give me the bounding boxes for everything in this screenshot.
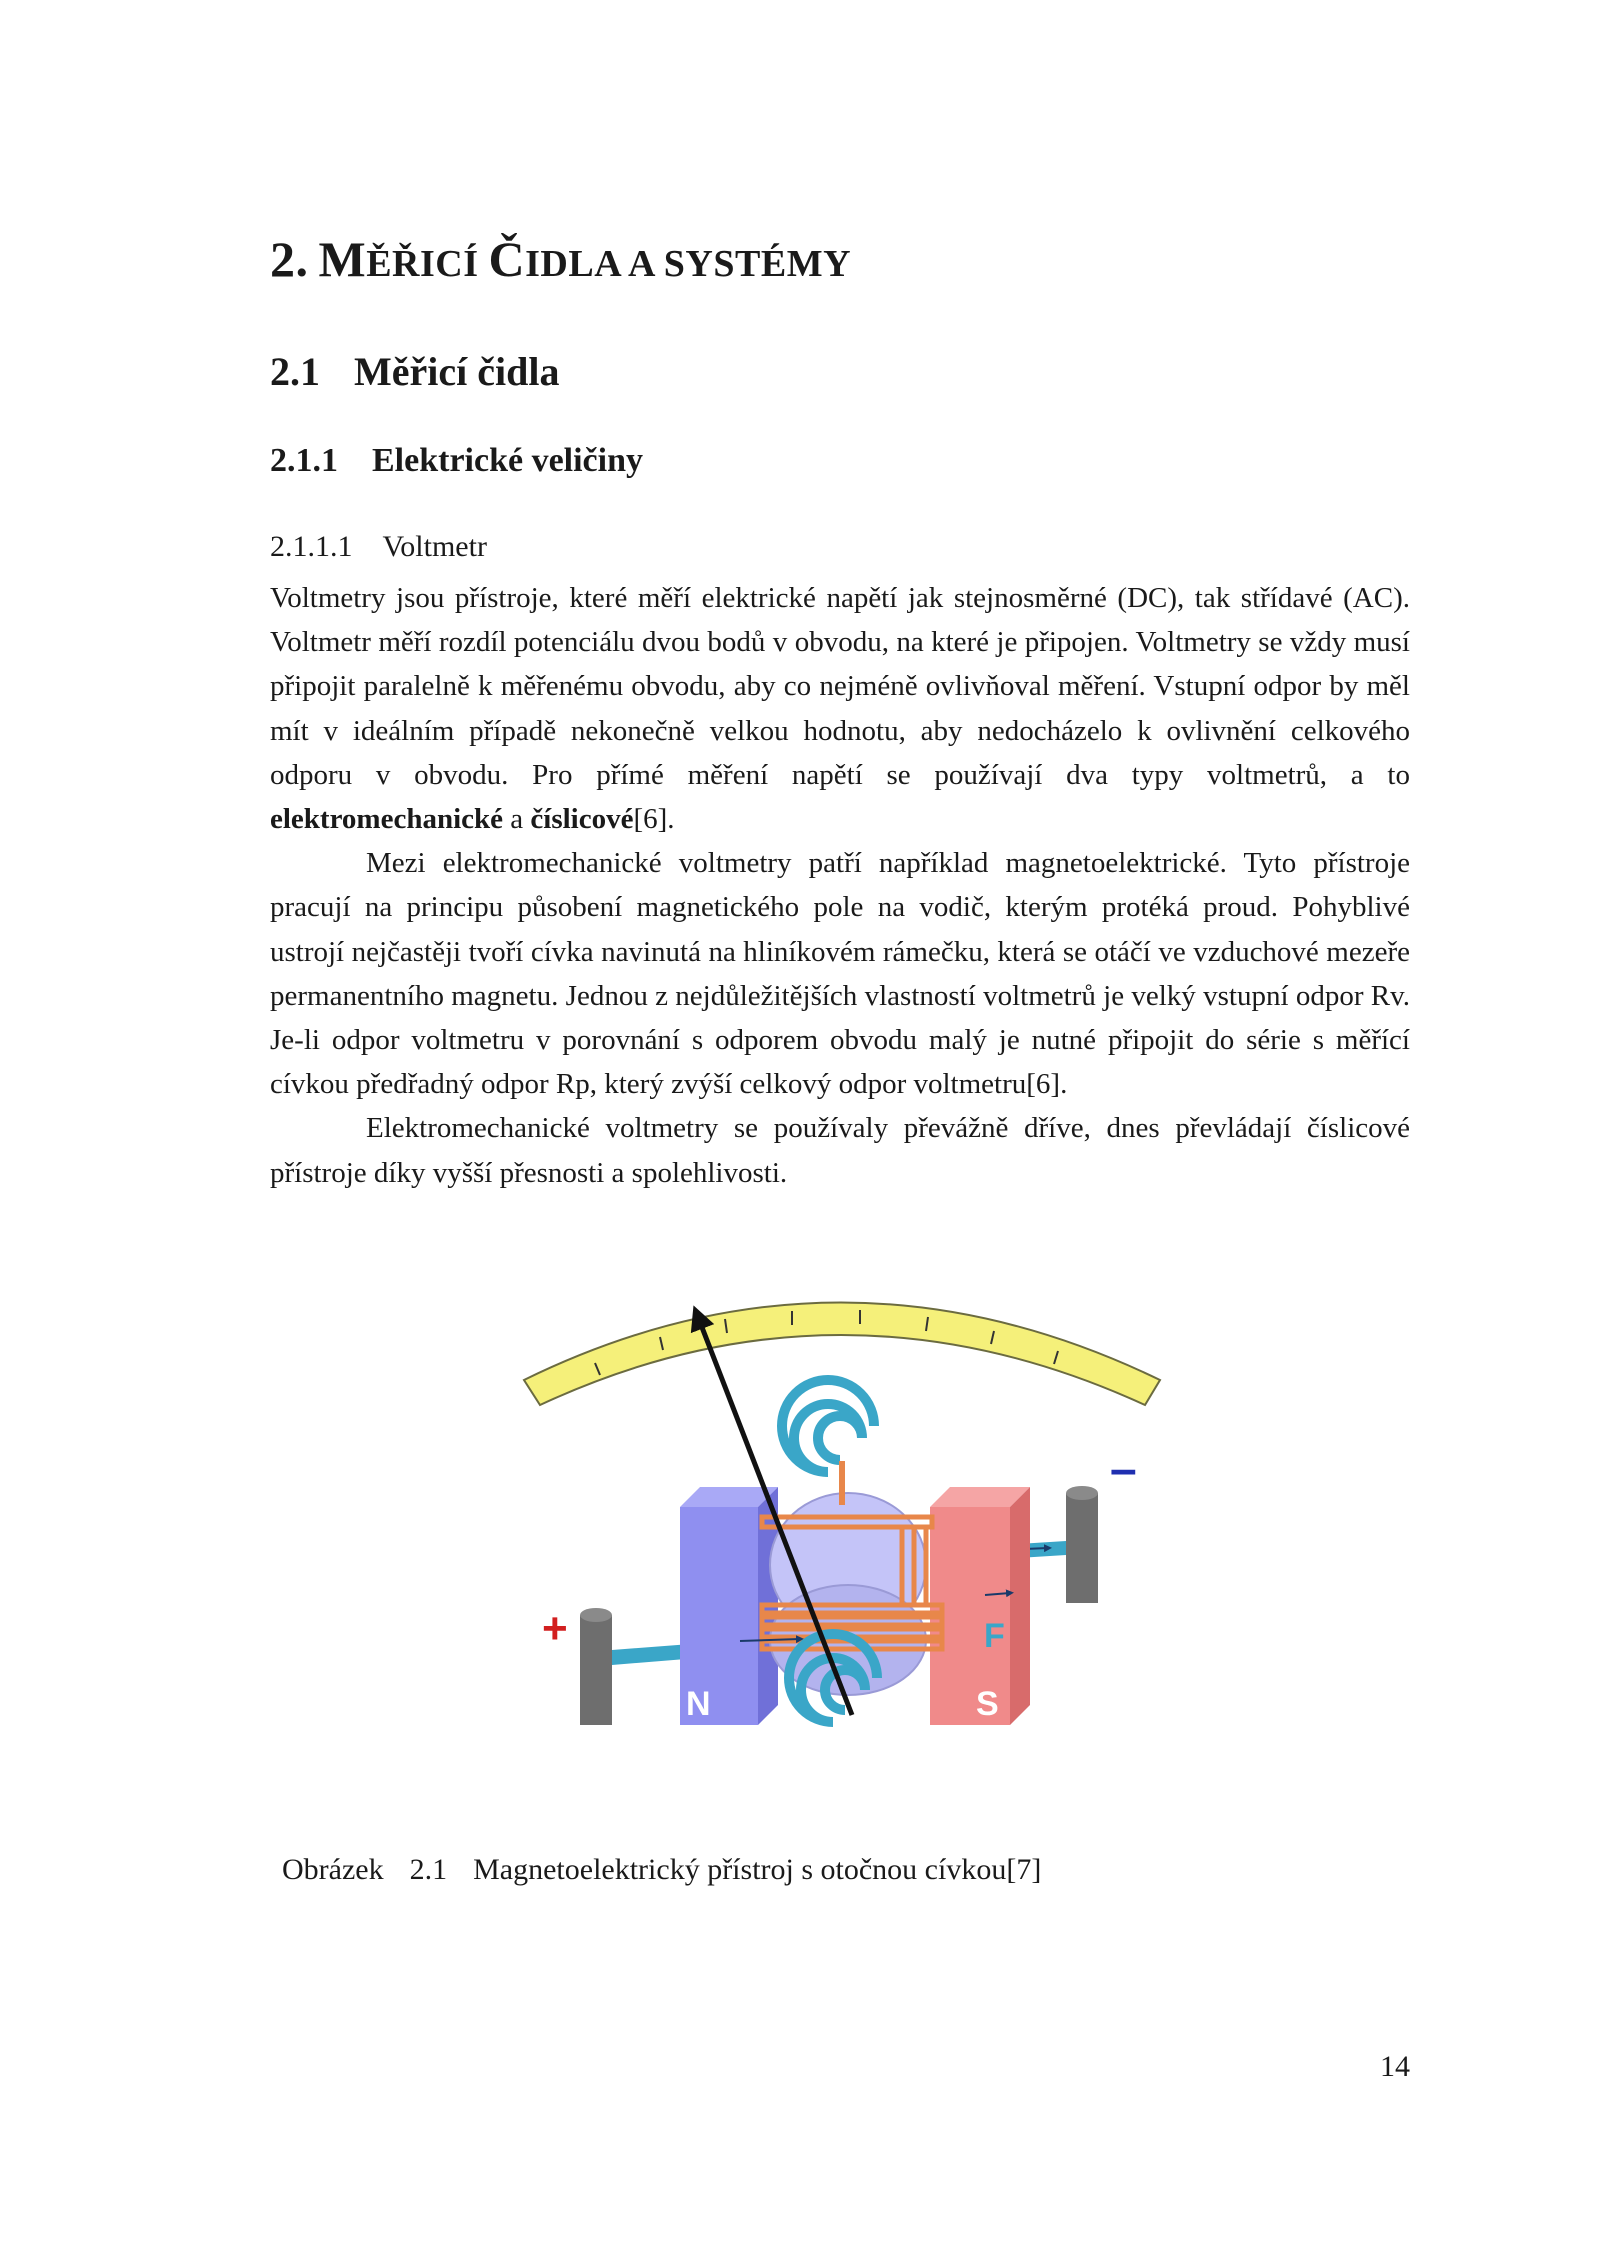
- page-number: 14: [1380, 2050, 1410, 2083]
- caption-number: 2.1: [409, 1853, 448, 1886]
- spring-top: [782, 1380, 874, 1472]
- north-label: N: [686, 1685, 711, 1723]
- paragraph-1: [270, 576, 1410, 841]
- force-label: F: [984, 1617, 1005, 1655]
- paragraph-2: Mezi elektromechanické voltmetry patří například magnetoelektrické. Tyto přístroje pracují na principu působení magnetického pole na vodič, kterým protéká proud. Pohyblivé ustrojí nejčastěji tvoří cívka navinutá na hliníkovém rámečku, která se otáčí ve vzduchové mezeře permanentního magnetu. Jednou z nejdůležitějších vlastností voltmetrů je velký vstupní odpor Rv. Je-li odpor voltmetru v porovnání s odporem obvodu malý je nutné připojit do série s měřící cívkou předřadný odpor Rp, který zvýší celkový odpor voltmetru[6].: [270, 847, 1410, 1101]
- magnet-south: [930, 1487, 1030, 1725]
- subsection-heading: [270, 442, 643, 480]
- chapter-title-part-2: IDLA A SYSTÉMY: [525, 243, 852, 285]
- chapter-title-initial-2: Č: [488, 231, 526, 287]
- chapter-title-initial: M: [318, 231, 367, 287]
- figure-caption: [282, 1853, 1041, 1887]
- subsubsection-number: 2.1.1.1: [270, 530, 353, 563]
- subsection-number: 2.1.1: [270, 442, 338, 479]
- chapter-number: 2.: [270, 231, 309, 287]
- chapter-heading: [270, 230, 851, 288]
- bold-term-elektromechanicke: elektromechanické: [270, 803, 504, 836]
- paragraph-1-citation: [6].: [633, 803, 675, 836]
- terminal-right: [1066, 1493, 1098, 1603]
- caption-label: Obrázek: [282, 1853, 384, 1886]
- bold-term-cislicove: číslicové: [530, 803, 634, 836]
- subsubsection-title: Voltmetr: [382, 530, 487, 563]
- minus-sign: –: [1110, 1443, 1137, 1496]
- south-label: S: [976, 1685, 999, 1723]
- section-number: 2.1: [270, 349, 320, 394]
- plus-sign: +: [542, 1604, 568, 1653]
- paragraph-1-text: Voltmetry jsou přístroje, které měří elektrické napětí jak stejnosměrné (DC), tak střídavé (AC). Voltmetr měří rozdíl potenciálu dvou bodů v obvodu, na které je připojen. Voltmetry se vždy musí připojit paralelně k měřenému obvodu, aby co nejméně ovlivňoval měření. Vstupní odpor by měl mít v ideálním případě nekonečně velkou hodnotu, aby nedocházelo k ovlivnění celkového odporu v obvodu. Pro přímé měření napětí se používají dva typy voltmetrů, a to: [270, 582, 1410, 791]
- terminal-left: [580, 1615, 612, 1725]
- meter-scale: [524, 1303, 1160, 1406]
- paragraph-1-conjunction: a: [503, 803, 531, 836]
- section-title: Měřicí čidla: [354, 349, 560, 394]
- paragraph-3: Elektromechanické voltmetry se používaly převážně dříve, dnes převládají číslicové přístroje díky vyšší přesnosti a spolehlivosti.: [270, 1112, 1410, 1189]
- chapter-title-part: ĚŘICÍ: [366, 243, 489, 285]
- section-heading: [270, 348, 559, 395]
- caption-text: Magnetoelektrický přístroj s otočnou cívkou[7]: [473, 1853, 1042, 1886]
- subsection-title: Elektrické veličiny: [372, 442, 644, 479]
- body-text: [270, 576, 1410, 1195]
- subsubsection-heading: [270, 530, 487, 564]
- moving-coil-meter-figure: [500, 1255, 1180, 1815]
